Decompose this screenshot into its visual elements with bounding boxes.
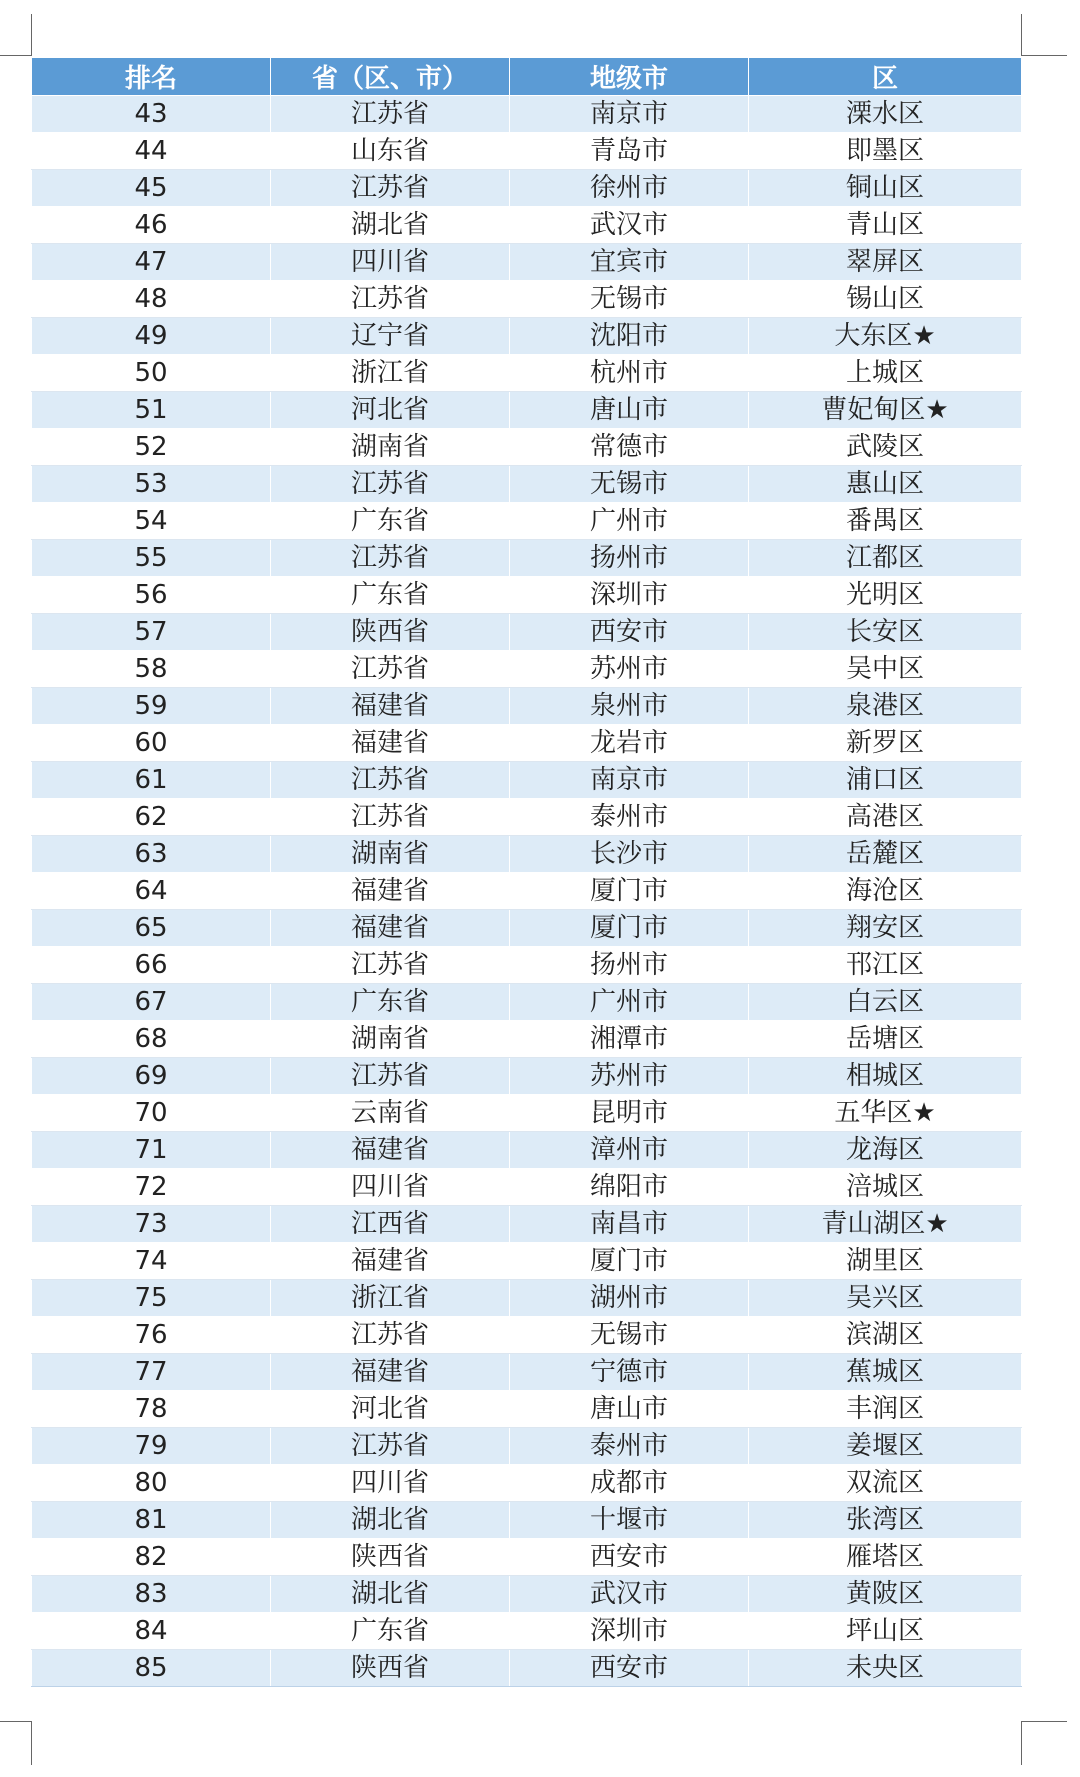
header-rank: 排名 [32, 58, 271, 96]
cell-city: 苏州市 [510, 651, 749, 688]
cell-rank: 74 [32, 1243, 271, 1280]
cell-province: 福建省 [271, 1354, 510, 1391]
table-row [32, 96, 1022, 133]
cell-city: 唐山市 [510, 1391, 749, 1428]
cell-province: 福建省 [271, 688, 510, 725]
cell-district: 惠山区 [749, 466, 1022, 503]
cell-district: 未央区 [749, 1650, 1022, 1687]
cell-city: 成都市 [510, 1465, 749, 1502]
cell-province: 湖北省 [271, 1502, 510, 1539]
cell-city: 西安市 [510, 614, 749, 651]
cell-city: 武汉市 [510, 1576, 749, 1613]
cell-province: 广东省 [271, 503, 510, 540]
cell-city: 宁德市 [510, 1354, 749, 1391]
table-row [32, 466, 1022, 503]
cell-rank: 81 [32, 1502, 271, 1539]
header-province: 省（区、市） [271, 58, 510, 96]
cell-rank: 45 [32, 170, 271, 207]
table-row [32, 392, 1022, 429]
table-row [32, 799, 1022, 836]
cell-district: 相城区 [749, 1058, 1022, 1095]
cell-district: 铜山区 [749, 170, 1022, 207]
cell-rank: 66 [32, 947, 271, 984]
table-row [32, 836, 1022, 873]
cell-district: 岳麓区 [749, 836, 1022, 873]
table-row [32, 1428, 1022, 1465]
cell-district: 丰润区 [749, 1391, 1022, 1428]
cell-province: 辽宁省 [271, 318, 510, 355]
cell-rank: 57 [32, 614, 271, 651]
cell-province: 江苏省 [271, 1428, 510, 1465]
cell-rank: 85 [32, 1650, 271, 1687]
cell-rank: 70 [32, 1095, 271, 1132]
cell-rank: 56 [32, 577, 271, 614]
table-row [32, 1058, 1022, 1095]
table-row [32, 1650, 1022, 1687]
cell-rank: 49 [32, 318, 271, 355]
cell-rank: 68 [32, 1021, 271, 1058]
cell-province: 山东省 [271, 133, 510, 170]
table-row [32, 281, 1022, 318]
cell-city: 泰州市 [510, 799, 749, 836]
cell-city: 泰州市 [510, 1428, 749, 1465]
cell-rank: 63 [32, 836, 271, 873]
table-row [32, 577, 1022, 614]
cell-rank: 72 [32, 1169, 271, 1206]
cell-city: 西安市 [510, 1539, 749, 1576]
cell-district: 长安区 [749, 614, 1022, 651]
cell-district: 姜堰区 [749, 1428, 1022, 1465]
cell-rank: 76 [32, 1317, 271, 1354]
cell-province: 湖南省 [271, 429, 510, 466]
cell-city: 青岛市 [510, 133, 749, 170]
cell-rank: 52 [32, 429, 271, 466]
cell-province: 广东省 [271, 1613, 510, 1650]
cell-province: 福建省 [271, 910, 510, 947]
cell-province: 湖南省 [271, 1021, 510, 1058]
cell-city: 厦门市 [510, 873, 749, 910]
crop-mark-bottom-left-horizontal [0, 1721, 32, 1722]
table-row [32, 688, 1022, 725]
table-row [32, 1391, 1022, 1428]
cell-rank: 51 [32, 392, 271, 429]
cell-rank: 58 [32, 651, 271, 688]
cell-province: 云南省 [271, 1095, 510, 1132]
crop-mark-top-right-horizontal [1021, 55, 1067, 56]
cell-city: 深圳市 [510, 1613, 749, 1650]
table-row [32, 1243, 1022, 1280]
cell-province: 福建省 [271, 1243, 510, 1280]
cell-province: 陕西省 [271, 614, 510, 651]
cell-city: 湖州市 [510, 1280, 749, 1317]
crop-mark-top-right-vertical [1021, 14, 1022, 56]
cell-city: 龙岩市 [510, 725, 749, 762]
cell-province: 江苏省 [271, 281, 510, 318]
cell-province: 江西省 [271, 1206, 510, 1243]
table-row [32, 1465, 1022, 1502]
cell-district: 新罗区 [749, 725, 1022, 762]
ranking-table-container [31, 57, 1021, 1687]
cell-city: 扬州市 [510, 947, 749, 984]
cell-rank: 78 [32, 1391, 271, 1428]
cell-city: 厦门市 [510, 1243, 749, 1280]
cell-city: 昆明市 [510, 1095, 749, 1132]
table-row [32, 1539, 1022, 1576]
cell-city: 苏州市 [510, 1058, 749, 1095]
cell-province: 江苏省 [271, 799, 510, 836]
ranking-table [31, 57, 1022, 1687]
cell-city: 无锡市 [510, 466, 749, 503]
cell-district: 坪山区 [749, 1613, 1022, 1650]
cell-rank: 64 [32, 873, 271, 910]
cell-district: 翔安区 [749, 910, 1022, 947]
cell-province: 江苏省 [271, 540, 510, 577]
cell-province: 江苏省 [271, 96, 510, 133]
cell-city: 泉州市 [510, 688, 749, 725]
table-row [32, 244, 1022, 281]
header-district: 区 [749, 58, 1022, 96]
cell-province: 四川省 [271, 1169, 510, 1206]
cell-city: 西安市 [510, 1650, 749, 1687]
table-row [32, 133, 1022, 170]
cell-city: 扬州市 [510, 540, 749, 577]
cell-rank: 44 [32, 133, 271, 170]
cell-rank: 71 [32, 1132, 271, 1169]
cell-district: 番禺区 [749, 503, 1022, 540]
cell-province: 江苏省 [271, 170, 510, 207]
table-row [32, 1613, 1022, 1650]
cell-city: 绵阳市 [510, 1169, 749, 1206]
cell-district: 滨湖区 [749, 1317, 1022, 1354]
table-row [32, 1502, 1022, 1539]
cell-district: 吴中区 [749, 651, 1022, 688]
table-row [32, 318, 1022, 355]
cell-rank: 62 [32, 799, 271, 836]
cell-rank: 43 [32, 96, 271, 133]
table-row [32, 1576, 1022, 1613]
cell-city: 宜宾市 [510, 244, 749, 281]
cell-district: 青山湖区★ [749, 1206, 1022, 1243]
cell-rank: 59 [32, 688, 271, 725]
cell-district: 翠屏区 [749, 244, 1022, 281]
cell-district: 即墨区 [749, 133, 1022, 170]
cell-city: 深圳市 [510, 577, 749, 614]
table-row [32, 429, 1022, 466]
table-row [32, 1132, 1022, 1169]
crop-mark-top-left-vertical [31, 14, 32, 56]
cell-province: 河北省 [271, 1391, 510, 1428]
table-row [32, 614, 1022, 651]
cell-province: 四川省 [271, 244, 510, 281]
table-row [32, 1169, 1022, 1206]
cell-province: 河北省 [271, 392, 510, 429]
cell-province: 江苏省 [271, 947, 510, 984]
cell-province: 湖南省 [271, 836, 510, 873]
cell-district: 蕉城区 [749, 1354, 1022, 1391]
cell-city: 无锡市 [510, 281, 749, 318]
cell-rank: 60 [32, 725, 271, 762]
cell-city: 漳州市 [510, 1132, 749, 1169]
cell-city: 长沙市 [510, 836, 749, 873]
cell-district: 湖里区 [749, 1243, 1022, 1280]
table-row [32, 1317, 1022, 1354]
cell-district: 龙海区 [749, 1132, 1022, 1169]
crop-mark-top-left-horizontal [0, 55, 32, 56]
cell-province: 广东省 [271, 984, 510, 1021]
cell-province: 江苏省 [271, 762, 510, 799]
cell-district: 曹妃甸区★ [749, 392, 1022, 429]
cell-province: 陕西省 [271, 1539, 510, 1576]
cell-rank: 55 [32, 540, 271, 577]
table-row [32, 1095, 1022, 1132]
cell-city: 十堰市 [510, 1502, 749, 1539]
cell-rank: 79 [32, 1428, 271, 1465]
cell-district: 锡山区 [749, 281, 1022, 318]
cell-district: 武陵区 [749, 429, 1022, 466]
table-row [32, 1206, 1022, 1243]
cell-city: 南京市 [510, 762, 749, 799]
table-row [32, 984, 1022, 1021]
crop-mark-bottom-right-vertical [1021, 1721, 1022, 1765]
cell-city: 湘潭市 [510, 1021, 749, 1058]
cell-district: 雁塔区 [749, 1539, 1022, 1576]
cell-district: 岳塘区 [749, 1021, 1022, 1058]
table-row [32, 651, 1022, 688]
table-row [32, 540, 1022, 577]
table-row [32, 1354, 1022, 1391]
cell-city: 唐山市 [510, 392, 749, 429]
cell-province: 江苏省 [271, 651, 510, 688]
cell-city: 厦门市 [510, 910, 749, 947]
table-row [32, 762, 1022, 799]
cell-province: 福建省 [271, 873, 510, 910]
cell-rank: 73 [32, 1206, 271, 1243]
cell-province: 福建省 [271, 725, 510, 762]
cell-province: 陕西省 [271, 1650, 510, 1687]
cell-district: 溧水区 [749, 96, 1022, 133]
cell-rank: 67 [32, 984, 271, 1021]
table-row [32, 910, 1022, 947]
cell-district: 浦口区 [749, 762, 1022, 799]
table-row [32, 873, 1022, 910]
cell-rank: 50 [32, 355, 271, 392]
table-row [32, 503, 1022, 540]
cell-rank: 82 [32, 1539, 271, 1576]
cell-province: 湖北省 [271, 207, 510, 244]
table-body [32, 96, 1022, 1687]
cell-rank: 75 [32, 1280, 271, 1317]
table-header-row [32, 58, 1022, 96]
crop-mark-bottom-right-horizontal [1021, 1721, 1067, 1722]
cell-city: 常德市 [510, 429, 749, 466]
cell-district: 海沧区 [749, 873, 1022, 910]
table-row [32, 1280, 1022, 1317]
cell-city: 武汉市 [510, 207, 749, 244]
table-row [32, 170, 1022, 207]
cell-district: 江都区 [749, 540, 1022, 577]
cell-city: 无锡市 [510, 1317, 749, 1354]
cell-province: 浙江省 [271, 355, 510, 392]
cell-district: 涪城区 [749, 1169, 1022, 1206]
crop-mark-bottom-left-vertical [31, 1721, 32, 1765]
cell-rank: 69 [32, 1058, 271, 1095]
cell-city: 广州市 [510, 503, 749, 540]
table-row [32, 207, 1022, 244]
cell-rank: 77 [32, 1354, 271, 1391]
cell-rank: 54 [32, 503, 271, 540]
cell-city: 广州市 [510, 984, 749, 1021]
cell-district: 青山区 [749, 207, 1022, 244]
cell-district: 黄陂区 [749, 1576, 1022, 1613]
cell-district: 五华区★ [749, 1095, 1022, 1132]
cell-district: 高港区 [749, 799, 1022, 836]
cell-rank: 46 [32, 207, 271, 244]
cell-rank: 48 [32, 281, 271, 318]
cell-province: 湖北省 [271, 1576, 510, 1613]
table-row [32, 725, 1022, 762]
cell-province: 四川省 [271, 1465, 510, 1502]
cell-district: 白云区 [749, 984, 1022, 1021]
cell-district: 大东区★ [749, 318, 1022, 355]
cell-province: 江苏省 [271, 1317, 510, 1354]
cell-district: 双流区 [749, 1465, 1022, 1502]
cell-province: 福建省 [271, 1132, 510, 1169]
cell-rank: 65 [32, 910, 271, 947]
cell-district: 泉港区 [749, 688, 1022, 725]
cell-district: 邗江区 [749, 947, 1022, 984]
cell-rank: 61 [32, 762, 271, 799]
cell-province: 广东省 [271, 577, 510, 614]
cell-city: 徐州市 [510, 170, 749, 207]
cell-rank: 53 [32, 466, 271, 503]
table-row [32, 947, 1022, 984]
cell-city: 南京市 [510, 96, 749, 133]
cell-rank: 80 [32, 1465, 271, 1502]
cell-province: 浙江省 [271, 1280, 510, 1317]
cell-city: 沈阳市 [510, 318, 749, 355]
cell-district: 光明区 [749, 577, 1022, 614]
cell-province: 江苏省 [271, 466, 510, 503]
header-city: 地级市 [510, 58, 749, 96]
cell-district: 吴兴区 [749, 1280, 1022, 1317]
cell-city: 南昌市 [510, 1206, 749, 1243]
cell-province: 江苏省 [271, 1058, 510, 1095]
cell-city: 杭州市 [510, 355, 749, 392]
cell-district: 张湾区 [749, 1502, 1022, 1539]
table-row [32, 1021, 1022, 1058]
cell-district: 上城区 [749, 355, 1022, 392]
table-row [32, 355, 1022, 392]
cell-rank: 84 [32, 1613, 271, 1650]
cell-rank: 83 [32, 1576, 271, 1613]
cell-rank: 47 [32, 244, 271, 281]
